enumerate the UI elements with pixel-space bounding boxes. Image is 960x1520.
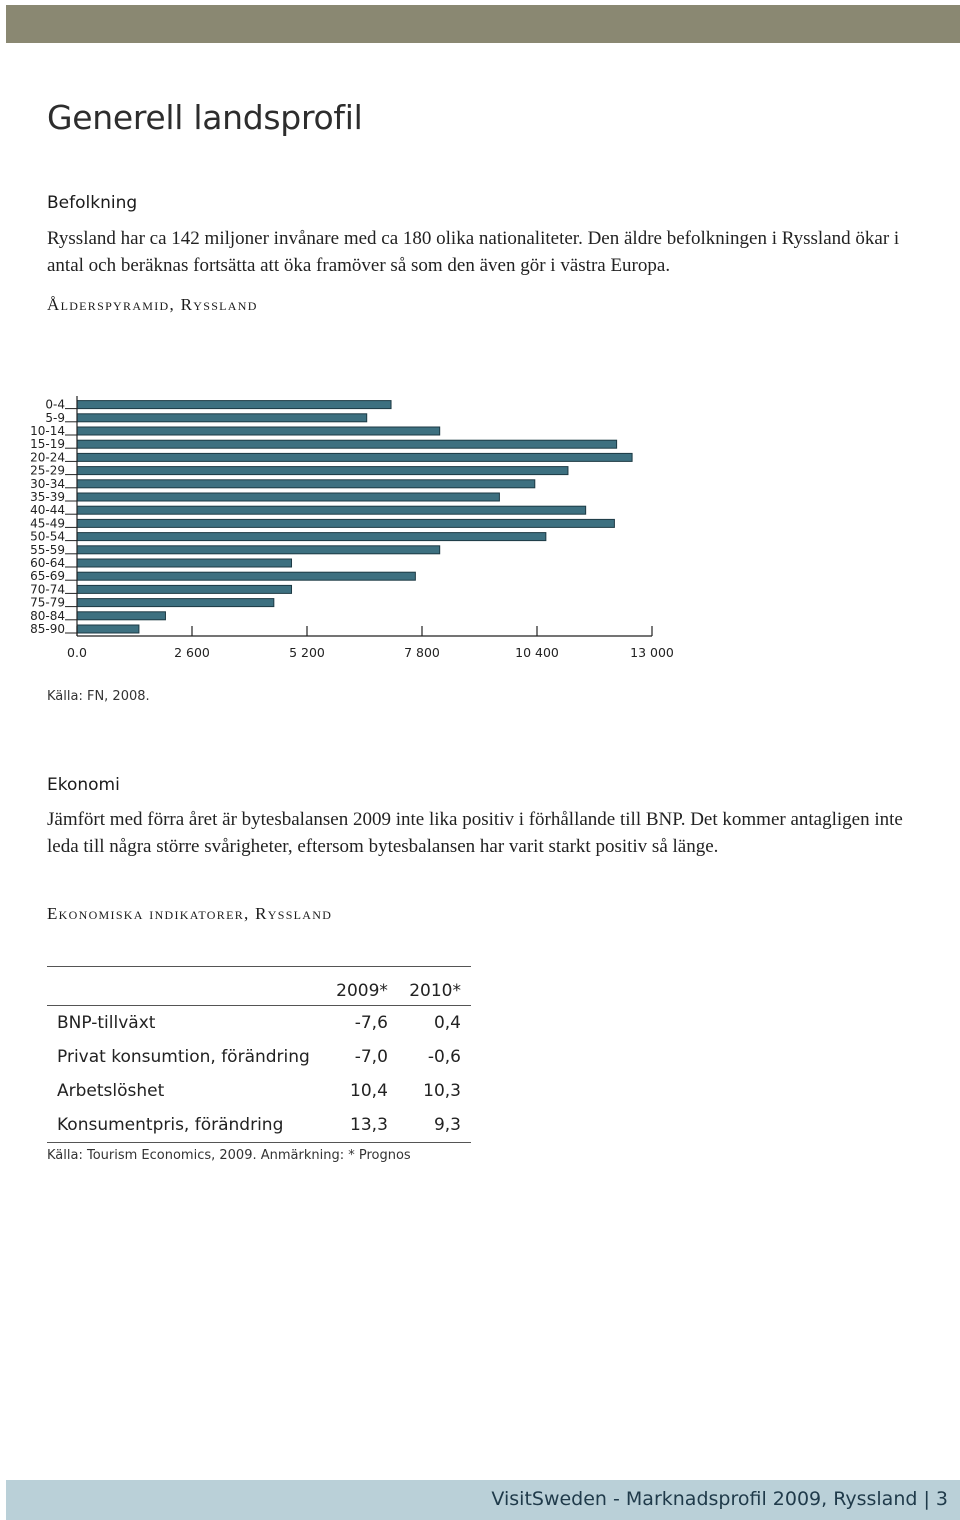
table-header-cell: 2010* xyxy=(409,981,461,1001)
x-tick-label: 2 600 xyxy=(174,645,210,660)
bar-75-79 xyxy=(77,599,274,607)
x-tick-label: 5 200 xyxy=(289,645,325,660)
bar-85-90 xyxy=(77,625,139,633)
table-row xyxy=(47,1006,471,1041)
category-label: 85-90 xyxy=(30,622,65,636)
age-pyramid-chart xyxy=(20,388,700,673)
category-label: 35-39 xyxy=(30,490,65,504)
age-pyramid-source: Källa: FN, 2008. xyxy=(47,689,150,704)
bar-15-19 xyxy=(77,440,617,448)
top-header-band xyxy=(6,5,960,43)
bar-80-84 xyxy=(77,612,165,620)
table-cell-value: 0,4 xyxy=(433,1013,461,1033)
table-cell-label: Arbetslöshet xyxy=(57,1081,165,1101)
bar-40-44 xyxy=(77,506,586,514)
table-cell-label: Konsumentpris, förändring xyxy=(57,1115,284,1135)
table-cell-value: 9,3 xyxy=(433,1115,461,1135)
footer-text: VisitSweden - Marknadsprofil 2009, Ryssland | 3 xyxy=(491,1488,948,1510)
bar-5-9 xyxy=(77,414,367,422)
bar-30-34 xyxy=(77,480,535,488)
category-label: 15-19 xyxy=(30,437,65,452)
population-text: Ryssland har ca 142 miljoner invånare med ca 180 olika nationaliteter. Den äldre befolkningen i Ryssland ökar i antal och beräknas fortsätta att öka framöver så som den även gör i västra Europa. xyxy=(47,228,900,276)
table-row xyxy=(47,1108,471,1143)
table-cell-value: 13,3 xyxy=(350,1115,388,1135)
bar-55-59 xyxy=(77,546,440,554)
x-tick-label: 13 000 xyxy=(630,645,674,660)
bar-45-49 xyxy=(77,519,614,527)
bar-70-74 xyxy=(77,585,292,593)
table-cell-value: -7,0 xyxy=(354,1047,388,1067)
category-label: 25-29 xyxy=(30,463,65,478)
bar-35-39 xyxy=(77,493,499,501)
bar-10-14 xyxy=(77,427,440,435)
table-row xyxy=(47,1040,471,1074)
table-header-cell xyxy=(47,967,325,1006)
economy-text: Jämfört med förra året är bytesbalansen 2009 inte lika positiv i förhållande till BNP. Det kommer antagligen inte leda till några större svårigheter, eftersom bytesbalansen har varit starkt positiv så länge. xyxy=(47,809,903,857)
category-label: 80-84 xyxy=(30,608,65,623)
category-label: 65-69 xyxy=(30,569,65,584)
table-cell-value: 10,4 xyxy=(350,1081,388,1101)
category-label: 70-74 xyxy=(30,582,65,597)
category-label: 60-64 xyxy=(30,556,65,570)
category-label: 10-14 xyxy=(30,424,65,438)
footer-band xyxy=(6,1480,960,1520)
category-label: 55-59 xyxy=(30,542,65,557)
x-tick-label: 7 800 xyxy=(404,645,440,660)
x-tick-label: 10 400 xyxy=(515,645,559,660)
table-cell-label: Privat konsumtion, förändring xyxy=(57,1047,310,1067)
bar-20-24 xyxy=(77,453,632,461)
category-label: 75-79 xyxy=(30,595,65,610)
table-header-cell: 2009* xyxy=(336,981,388,1001)
table-row xyxy=(47,1074,471,1108)
x-tick-label: 0.0 xyxy=(67,645,87,660)
bar-0-4 xyxy=(77,401,391,409)
category-label: 40-44 xyxy=(30,503,65,518)
age-pyramid-title: Ålderspyramid, Ryssland xyxy=(47,295,258,314)
bar-60-64 xyxy=(77,559,292,567)
population-heading: Befolkning xyxy=(47,193,138,213)
economic-indicators-table xyxy=(47,966,471,1143)
category-label: 5-9 xyxy=(45,410,65,425)
economic-indicators-source: Källa: Tourism Economics, 2009. Anmärkning: * Prognos xyxy=(47,1148,411,1163)
table-header-row xyxy=(47,967,471,1006)
economy-heading: Ekonomi xyxy=(47,775,120,795)
page-title: Generell landsprofil xyxy=(47,98,363,137)
economic-indicators-title: Ekonomiska indikatorer, Ryssland xyxy=(47,904,333,923)
category-label: 0-4 xyxy=(45,397,65,412)
category-label: 20-24 xyxy=(30,450,65,465)
table-cell-label: BNP-tillväxt xyxy=(57,1013,156,1033)
table-cell-value: -7,6 xyxy=(354,1013,388,1033)
category-label: 50-54 xyxy=(30,529,65,544)
bar-50-54 xyxy=(77,533,546,541)
table-cell-value: 10,3 xyxy=(423,1081,461,1101)
category-label: 45-49 xyxy=(30,516,65,531)
bar-65-69 xyxy=(77,572,415,580)
table-cell-value: -0,6 xyxy=(427,1047,461,1067)
category-label: 30-34 xyxy=(30,476,65,491)
bar-25-29 xyxy=(77,467,568,475)
